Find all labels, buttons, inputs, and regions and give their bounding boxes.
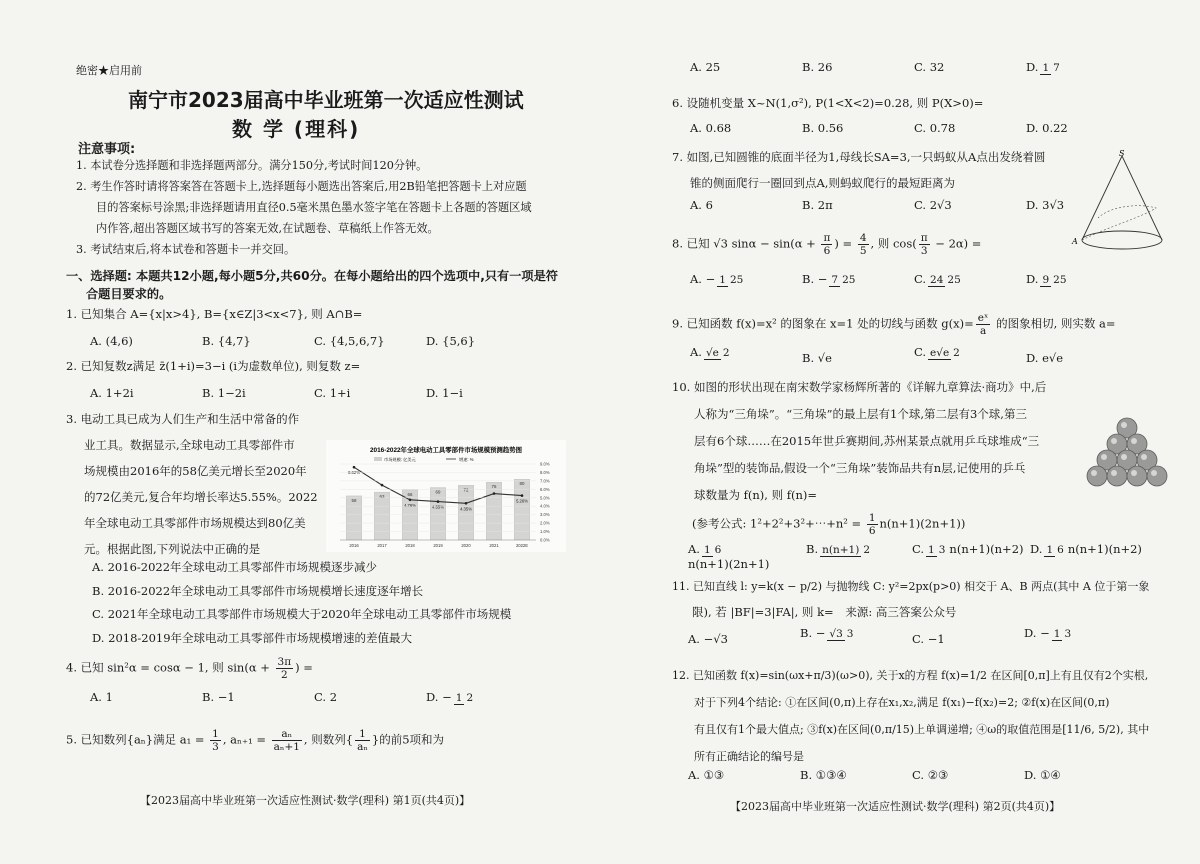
- y-right-tick-label: 4.0%: [540, 503, 550, 509]
- question-7-stem: [672, 144, 1045, 196]
- fraction: [928, 347, 962, 360]
- ball-highlight: [1121, 454, 1127, 460]
- option-c[interactable]: C. ②③: [912, 768, 949, 782]
- stem-text: 5. 已知数列{aₙ}满足 a₁ =: [66, 732, 209, 747]
- option-label: C.: [914, 345, 927, 359]
- ball: [1087, 466, 1107, 486]
- exam-title: 南宁市2023届高中毕业班第一次适应性测试: [128, 88, 524, 112]
- option-a[interactable]: A. 1+2i: [90, 386, 134, 400]
- x-tick-label: 2017: [377, 543, 387, 548]
- question-6-options: [690, 121, 1068, 135]
- bar: [374, 492, 389, 540]
- y-right-tick-label: 8.0%: [540, 469, 550, 475]
- note-line: 内作答,超出答题区域书写的答案无效,在试题卷、草稿纸上作答无效。: [96, 222, 439, 235]
- option-label: D. −: [426, 690, 452, 704]
- question-11-stem: 11. 已知直线 l: y=k(x − p/2) 与抛物线 C: y²=2px(p>0) 相交于 A、B 两点(其中 A 位于第一象: [672, 580, 1150, 593]
- bar: [514, 479, 529, 540]
- bar: [486, 482, 501, 540]
- stem-line: 业工具。数据显示,全球电动工具零部件市: [84, 438, 295, 452]
- question-11-options: [688, 626, 1075, 646]
- option-c[interactable]: C. {4,5,6,7}: [314, 334, 385, 348]
- option-a[interactable]: [690, 345, 802, 365]
- stem-line: 7. 如图,已知圆锥的底面半径为1,母线长SA=3,一只蚂蚁从A点出发绕着圆: [672, 150, 1046, 164]
- legend-swatch-bar: [374, 457, 382, 461]
- subject-title: 数 学 (理科): [232, 117, 361, 141]
- y-right-tick-label: 3.0%: [540, 512, 550, 518]
- fraction: [454, 692, 475, 705]
- stem-line: 锥的侧面爬行一圈回到点A,则蚂蚁爬行的最短距离为: [690, 176, 955, 190]
- question-5-stem: [66, 728, 444, 753]
- option-b[interactable]: B. {4,7}: [202, 334, 251, 348]
- question-9-stem: [672, 312, 1116, 337]
- source-watermark: 来源: 高三答案公众号: [845, 605, 957, 619]
- option-c[interactable]: [914, 272, 1026, 287]
- question-8-options: [690, 272, 1071, 287]
- confidential-mark: 绝密★启用前: [76, 64, 142, 77]
- option-b[interactable]: [806, 542, 912, 571]
- fraction: [1040, 62, 1061, 75]
- option-d[interactable]: D. 3√3: [1026, 198, 1065, 212]
- ball-highlight: [1111, 470, 1117, 476]
- stem-line: 有且仅有1个最大值点; ③f(x)在区间(0,π/15)上单调递增; ④ω的取值范围是[11/6, 5/2), 其中: [694, 723, 1150, 736]
- numerator: 24: [930, 273, 944, 286]
- stem-line: 元。根据此图,下列说法中正确的是: [84, 542, 261, 556]
- question-7-options: [690, 198, 1064, 212]
- option-c[interactable]: C. 32: [914, 60, 945, 74]
- denominator: aₙ+1: [273, 741, 300, 753]
- page-2-footer: 【2023届高中毕业班第一次适应性测试·数学(理科) 第2页(共4页)】: [730, 800, 1061, 813]
- denominator: 3: [212, 741, 219, 753]
- note-line: 1. 本试卷分选择题和非选择题两部分。满分150分,考试时间120分钟。: [76, 159, 428, 172]
- notes-list: [76, 155, 532, 260]
- note-line: 3. 考试结束后,将本试卷和答题卡一并交回。: [76, 243, 296, 256]
- option-d[interactable]: [1026, 272, 1071, 287]
- question-3-options: [92, 556, 511, 650]
- denominator: a: [979, 325, 987, 337]
- growth-point: [409, 499, 412, 502]
- point-label-a: A: [1072, 237, 1078, 246]
- stem-line: 层有6个球……在2015年世乒赛期间,苏州某景点就用乒乓球堆成“三: [694, 434, 1040, 448]
- growth-point: [437, 500, 440, 503]
- question-9-options: [690, 345, 1063, 365]
- numerator: √e: [705, 346, 719, 359]
- option-b[interactable]: [802, 272, 914, 287]
- question-2-stem: 2. 已知复数z满足 z̄(1+i)=3−i (i为虚数单位), 则复数 z=: [66, 359, 361, 373]
- question-4-options: [90, 690, 477, 705]
- cone-base: [1082, 231, 1162, 249]
- growth-point: [493, 492, 496, 495]
- vertex-label-s: S: [1119, 149, 1125, 158]
- option-label: A.: [688, 542, 700, 556]
- question-1-stem: 1. 已知集合 A={x|x>4}, B={x∈Z|3<x<7}, 则 A∩B=: [66, 307, 363, 321]
- option-label: A. −: [690, 272, 716, 286]
- numerator: 1: [719, 273, 726, 286]
- option-c[interactable]: C. 2: [314, 690, 338, 704]
- section1-heading: 一、选择题: 本题共12小题,每小题5分,共60分。在每小题给出的四个选项中,只有一项是符: [66, 269, 558, 283]
- cone-figure: [1070, 148, 1166, 252]
- fraction: [829, 274, 857, 287]
- numerator: 3π: [277, 656, 292, 668]
- option-text: n(n+1)(n+2): [1067, 542, 1142, 556]
- y-right-tick-label: 6.0%: [540, 486, 550, 492]
- growth-label: 8.62%: [348, 470, 360, 476]
- denominator: 25: [1053, 273, 1067, 286]
- fraction: [355, 728, 370, 753]
- question-1-options: [90, 334, 506, 348]
- denominator: 2: [281, 669, 288, 681]
- stem-text: }的前5项和为: [371, 732, 445, 747]
- option-label: B. −: [802, 272, 828, 286]
- numerator: eˣ: [977, 312, 989, 324]
- option-text: n(n+1)(n+2): [949, 542, 1024, 556]
- chart-title: 2016-2022年全球电动工具零部件市场规模预测趋势图: [370, 447, 522, 454]
- growth-point: [381, 484, 384, 487]
- option-d[interactable]: D. 2018-2019年全球电动工具零部件市场规模增速的差值最大: [92, 630, 413, 645]
- y-right-tick-label: 5.0%: [540, 495, 550, 501]
- option-b[interactable]: B. √e: [802, 351, 832, 365]
- option-b[interactable]: B. 2π: [802, 198, 833, 212]
- option-b[interactable]: B. ①③④: [800, 768, 847, 782]
- stem-text: 4. 已知 sin²α = cosα − 1, 则 sin(α +: [66, 660, 274, 675]
- question-10-options: [688, 542, 1142, 571]
- stem-line: 的72亿美元,复合年均增长率达5.55%。2022: [84, 490, 318, 504]
- stem-text: 限), 若 |BF|=3|FA|, 则 k=: [692, 605, 834, 619]
- option-d[interactable]: D. 1−i: [426, 386, 463, 400]
- ball-highlight: [1121, 422, 1127, 428]
- numerator: 1: [1046, 543, 1054, 556]
- fraction: [926, 544, 947, 557]
- notes-heading: 注意事项:: [78, 142, 136, 157]
- growth-label: 5.26%: [516, 498, 528, 504]
- x-tick-label: 2020: [461, 543, 471, 548]
- stem-line: 角垛”型的装饰品,假设一个“三角垛”装饰品共有n层,记使用的乒乓: [694, 461, 1026, 475]
- ant-path: [1082, 206, 1156, 240]
- stem-text: − 2α) =: [931, 236, 982, 251]
- denominator: 6: [823, 245, 831, 257]
- denominator: 6: [1057, 543, 1064, 556]
- stem-text: 9. 已知函数 f(x)=x² 的图象在 x=1 处的切线与函数 g(x)=: [672, 316, 974, 331]
- numerator: 1: [1053, 627, 1061, 640]
- page-2: [600, 0, 1200, 864]
- section1-heading-cont: 合题目要求的。: [86, 287, 172, 301]
- numerator: √3: [829, 627, 843, 640]
- option-a[interactable]: A. 1: [90, 690, 113, 704]
- bar-value-label: 66: [407, 491, 413, 497]
- option-d[interactable]: D. 0.22: [1026, 121, 1068, 135]
- option-label: D.: [1026, 272, 1039, 286]
- growth-point: [353, 466, 356, 469]
- stem-line: 对于下列4个结论: ①在区间(0,π)上存在x₁,x₂,满足 f(x₁)−f(x₂)=2; ②f(x)在区间(0,π): [694, 696, 1110, 709]
- stem-line: 人称为“三角垛”。“三角垛”的最上层有1个球,第二层有3个球,第三: [694, 407, 1027, 421]
- ball-highlight: [1111, 438, 1117, 444]
- option-c[interactable]: C. 2021年全球电动工具零部件市场规模大于2020年全球电动工具零部件市场规模: [92, 607, 512, 621]
- fraction: [1052, 628, 1073, 641]
- bar-value-label: 80: [519, 481, 525, 487]
- fraction: [821, 232, 832, 257]
- question-5-options: [690, 60, 1064, 75]
- fraction: [272, 728, 302, 753]
- bar-value-label: 76: [491, 484, 497, 490]
- stem-line: 3. 电动工具已成为人们生产和生活中常备的作: [66, 412, 300, 426]
- option-label: C.: [914, 272, 927, 286]
- option-c[interactable]: C. 2√3: [914, 198, 952, 212]
- fraction: [1040, 274, 1068, 287]
- cone-edge: [1082, 156, 1122, 240]
- fraction: [702, 544, 723, 557]
- stem-line: 球数量为 f(n), 则 f(n)=: [694, 488, 818, 502]
- option-c[interactable]: [912, 542, 1030, 571]
- denominator: 2: [466, 691, 474, 704]
- option-c[interactable]: C. 1+i: [314, 386, 351, 400]
- question-10-stem: [672, 374, 1046, 509]
- page-1-footer: 【2023届高中毕业班第一次适应性测试·数学(理科) 第1页(共4页)】: [140, 794, 471, 807]
- denominator: aₙ: [357, 741, 368, 753]
- stem-line: 10. 如图的形状出现在南宋数学家杨辉所著的《详解九章算法·商功》中,后: [672, 380, 1047, 394]
- denominator: 3: [846, 627, 854, 640]
- fraction: [827, 628, 855, 641]
- option-a[interactable]: A. 0.68: [690, 121, 732, 135]
- bar-value-label: 72: [463, 487, 469, 493]
- option-a[interactable]: A. 25: [690, 60, 721, 74]
- bar-value-label: 63: [379, 494, 385, 500]
- numerator: n(n+1): [822, 543, 860, 556]
- question-4-stem: [66, 656, 313, 681]
- stem-text: , 则数列{: [303, 732, 354, 747]
- formula-text: n(n+1)(2n+1)): [879, 516, 966, 531]
- option-d[interactable]: [426, 690, 477, 705]
- bar-value-label: 69: [435, 489, 441, 495]
- option-a[interactable]: A. 6: [690, 198, 713, 212]
- numerator: 1: [928, 543, 935, 556]
- numerator: π: [920, 232, 928, 244]
- question-10-formula: [692, 512, 965, 537]
- option-label: D.: [1030, 542, 1043, 556]
- question-3-stem: [66, 406, 318, 562]
- question-6-stem: 6. 设随机变量 X~N(1,σ²), P(1<X<2)=0.28, 则 P(X>0)=: [672, 96, 984, 110]
- stem-text: 8. 已知 √3 sinα − sin(α +: [672, 236, 820, 251]
- triangular-pile-figure: [1086, 412, 1168, 490]
- y-right-tick-label: 0.0%: [540, 537, 550, 543]
- bar: [458, 485, 473, 540]
- ball-highlight: [1091, 470, 1097, 476]
- chart-background: [326, 440, 566, 552]
- option-b[interactable]: B. 2016-2022年全球电动工具零部件市场规模增长速度逐年增长: [92, 583, 424, 598]
- option-b[interactable]: B. −1: [202, 690, 235, 704]
- option-b[interactable]: B. 0.56: [802, 121, 844, 135]
- stem-line: 12. 已知函数 f(x)=sin(ωx+π/3)(ω>0), 关于x的方程 f(x)=1/2 在区间[0,π]上有且仅有2个实根,: [672, 669, 1149, 682]
- option-b[interactable]: [800, 626, 912, 646]
- ball: [1127, 466, 1147, 486]
- legend-label: 市场规模: 亿美元: [384, 457, 416, 462]
- denominator: 6: [714, 543, 722, 556]
- option-b[interactable]: B. 26: [802, 60, 833, 74]
- denominator: 3: [938, 543, 946, 556]
- bar: [430, 488, 445, 540]
- denominator: 7: [1053, 61, 1060, 74]
- fraction: [1044, 544, 1065, 557]
- x-tick-label: 2019: [433, 543, 443, 548]
- ball-highlight: [1101, 454, 1107, 460]
- numerator: 9: [1042, 273, 1050, 286]
- option-a[interactable]: [690, 272, 802, 287]
- question-11-stem-cont: [692, 604, 956, 620]
- stem-text: , 则 cos(: [870, 236, 917, 251]
- ball-highlight: [1131, 470, 1137, 476]
- fraction: [858, 232, 869, 257]
- bar-value-label: 58: [351, 497, 357, 503]
- question-2-options: [90, 386, 506, 400]
- numerator: 1: [355, 728, 370, 741]
- denominator: 3: [1064, 627, 1072, 640]
- fraction: [919, 232, 930, 257]
- numerator: aₙ: [272, 728, 302, 741]
- note-line: 2. 考生作答时请将答案答在答题卡上,选择题每小题选出答案后,用2B铅笔把答题卡上对应题: [76, 180, 527, 193]
- denominator: 25: [947, 273, 961, 286]
- ball-highlight: [1131, 438, 1137, 444]
- stem-line: 年全球电动工具零部件市场规模达到80亿美: [84, 516, 306, 530]
- option-text: n(n+1)(2n+1): [688, 556, 770, 571]
- option-c[interactable]: C. −1: [912, 632, 945, 646]
- fraction: [276, 656, 294, 681]
- option-label: B.: [806, 542, 819, 556]
- growth-point: [465, 502, 468, 505]
- fraction: [717, 274, 745, 287]
- stem-text: ) =: [834, 236, 856, 251]
- ball: [1147, 466, 1167, 486]
- numerator: π: [823, 232, 831, 244]
- option-label: C.: [912, 542, 925, 556]
- denominator: 25: [842, 273, 856, 286]
- option-d[interactable]: D. ①④: [1024, 768, 1061, 782]
- ball-highlight: [1151, 470, 1157, 476]
- denominator: 25: [729, 273, 744, 286]
- x-tick-label: 2021: [489, 543, 499, 548]
- growth-label: 4.76%: [404, 502, 416, 508]
- stem-text: 的图象相切, 则实数 a=: [992, 316, 1116, 331]
- numerator: 1: [868, 512, 876, 524]
- y-right-tick-label: 1.0%: [540, 529, 550, 535]
- stem-text: ) =: [295, 660, 313, 675]
- denominator: 2: [722, 346, 730, 359]
- numerator: 1: [1042, 61, 1050, 74]
- numerator: 1: [703, 543, 711, 556]
- ball: [1107, 466, 1127, 486]
- x-tick-label: 2018: [405, 543, 415, 548]
- option-d[interactable]: D. e√e: [1026, 351, 1064, 365]
- question-12-options: [688, 768, 1061, 782]
- y-right-tick-label: 9.0%: [540, 461, 550, 467]
- numerator: 7: [831, 273, 839, 286]
- denominator: 2: [863, 543, 870, 556]
- option-a[interactable]: A. (4,6): [90, 334, 133, 348]
- option-label: D. −: [1024, 626, 1050, 640]
- growth-label: 4.35%: [460, 506, 472, 512]
- option-d[interactable]: [1030, 542, 1142, 571]
- question-12-stem: [672, 662, 1149, 770]
- fraction: [928, 274, 963, 287]
- option-a[interactable]: A. ①③: [688, 768, 725, 782]
- cone-edge: [1122, 156, 1162, 240]
- option-d[interactable]: [1024, 626, 1075, 646]
- option-a[interactable]: A. 2016-2022年全球电动工具零部件市场规模逐步减少: [92, 560, 378, 574]
- growth-label: 4.55%: [432, 504, 444, 510]
- y-right-tick-label: 2.0%: [540, 520, 550, 526]
- stem-line: 场规模由2016年的58亿美元增长至2020年: [84, 464, 307, 478]
- y-right-tick-label: 7.0%: [540, 478, 550, 484]
- numerator: 1: [455, 691, 463, 704]
- option-label: B. −: [800, 626, 826, 640]
- option-label: D.: [1026, 60, 1039, 74]
- stem-line: 所有正确结论的编号是: [694, 750, 804, 763]
- fraction: [820, 544, 872, 557]
- legend-label: 增速: %: [459, 457, 474, 462]
- fraction: [210, 728, 221, 753]
- denominator: 6: [868, 525, 876, 537]
- option-b[interactable]: B. 1−2i: [202, 386, 246, 400]
- option-d[interactable]: D. {5,6}: [426, 334, 476, 348]
- formula-text: (参考公式: 1²+2²+3²+⋯+n² =: [692, 516, 865, 531]
- option-a[interactable]: A. −√3: [688, 632, 728, 646]
- option-c[interactable]: C. 0.78: [914, 121, 956, 135]
- option-label: A.: [690, 345, 702, 359]
- option-d[interactable]: [1026, 60, 1064, 75]
- fraction: [867, 512, 878, 537]
- growth-point: [521, 494, 524, 497]
- note-line: 目的答案标号涂黑;非选择题请用直径0.5毫米黑色墨水签字笔在答题卡上各题的答题区域: [96, 201, 532, 214]
- fraction: [704, 347, 732, 360]
- question-8-stem: [672, 232, 981, 257]
- option-c[interactable]: [914, 345, 1026, 365]
- numerator: 4: [859, 232, 867, 244]
- denominator: 2: [953, 346, 960, 359]
- denominator: 5: [859, 245, 867, 257]
- x-tick-label: 2022E: [515, 543, 529, 548]
- denominator: 3: [920, 245, 928, 257]
- fraction: [976, 312, 991, 337]
- numerator: 1: [212, 728, 219, 740]
- ball-highlight: [1141, 454, 1147, 460]
- numerator: e√e: [930, 346, 950, 359]
- x-tick-label: 2016: [349, 543, 359, 548]
- ball-stack: [1087, 418, 1167, 486]
- option-a[interactable]: [688, 542, 806, 571]
- stem-text: , aₙ₊₁ =: [222, 732, 270, 747]
- market-size-chart: [326, 440, 566, 552]
